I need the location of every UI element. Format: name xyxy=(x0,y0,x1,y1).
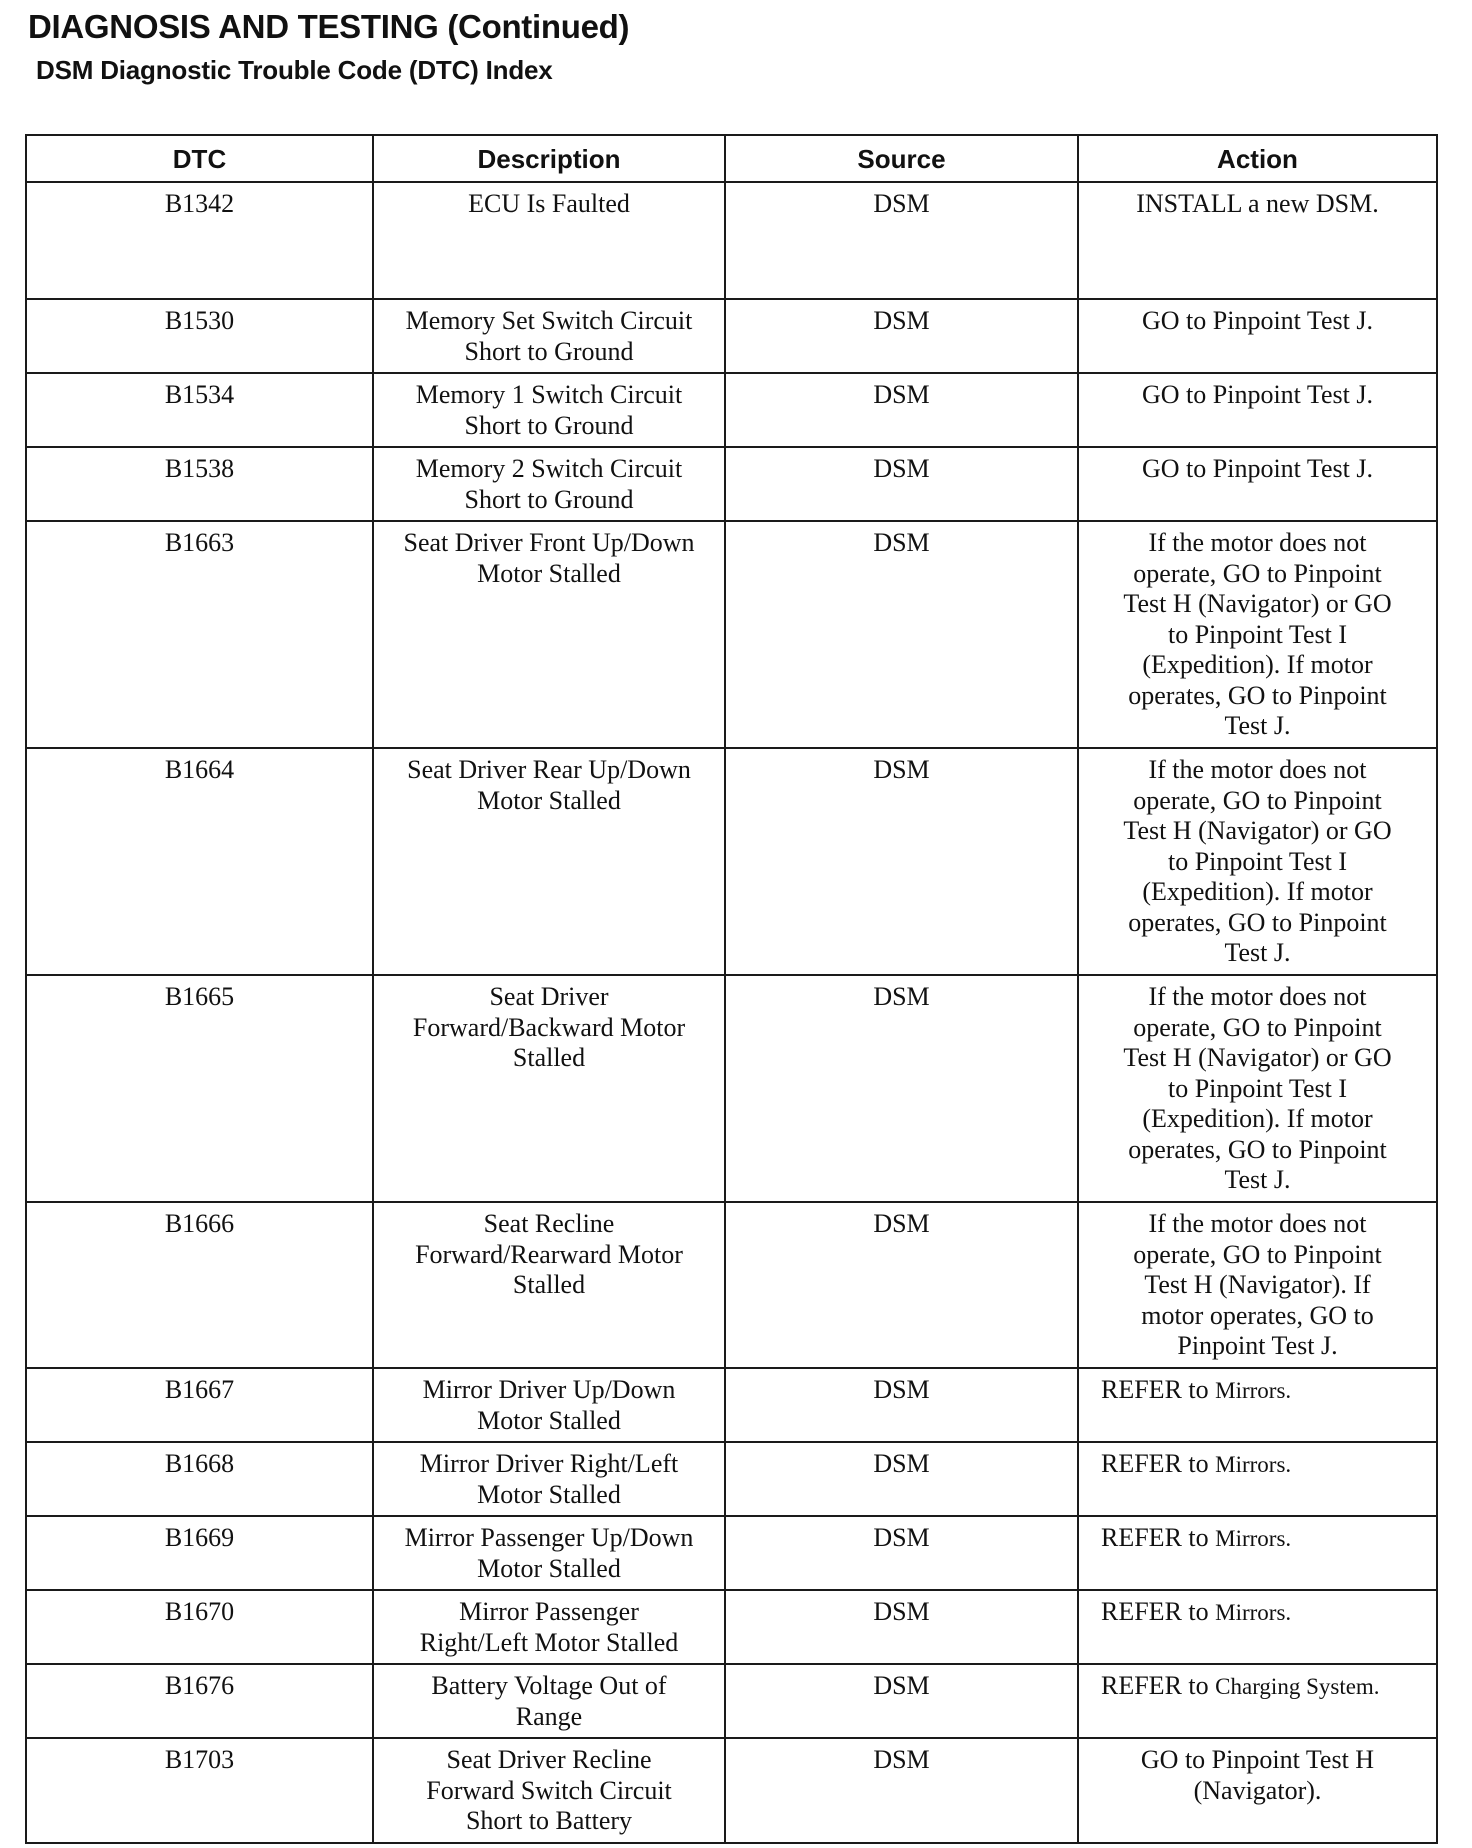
table-row xyxy=(26,521,1437,748)
action-refer-target: Charging System. xyxy=(1215,1674,1380,1699)
dtc-action: If the motor does not operate, GO to Pinpoint Test H (Navigator). If motor operates, GO to Pinpoint Test J. xyxy=(1078,1202,1437,1368)
dtc-source: DSM xyxy=(725,1368,1078,1442)
action-refer-target: Mirrors. xyxy=(1215,1452,1292,1477)
action-refer-target: Mirrors. xyxy=(1215,1526,1292,1551)
dtc-source: DSM xyxy=(725,1664,1078,1738)
column-header-description: Description xyxy=(373,135,725,182)
dtc-code: B1670 xyxy=(26,1590,373,1664)
dtc-code: B1538 xyxy=(26,447,373,521)
dtc-source: DSM xyxy=(725,1442,1078,1516)
table-row xyxy=(26,447,1437,521)
action-refer-prefix: REFER to xyxy=(1101,1523,1216,1552)
dtc-description: Memory 1 Switch Circuit Short to Ground xyxy=(373,373,725,447)
action-refer-prefix: REFER to xyxy=(1101,1671,1216,1700)
column-header-action: Action xyxy=(1078,135,1437,182)
dtc-code: B1668 xyxy=(26,1442,373,1516)
dtc-description: Seat Recline Forward/Rearward Motor Stalled xyxy=(373,1202,725,1368)
dtc-description: ECU Is Faulted xyxy=(373,182,725,299)
action-refer-prefix: REFER to xyxy=(1101,1597,1216,1626)
dtc-action: If the motor does not operate, GO to Pinpoint Test H (Navigator) or GO to Pinpoint Test I (Expedition). If motor operates, GO to Pinpoint Test J. xyxy=(1078,521,1437,748)
table-row xyxy=(26,1442,1437,1516)
dtc-code: B1667 xyxy=(26,1368,373,1442)
dtc-action: GO to Pinpoint Test J. xyxy=(1078,373,1437,447)
page-title: DIAGNOSIS AND TESTING (Continued) xyxy=(28,8,630,45)
dtc-description: Seat Driver Rear Up/Down Motor Stalled xyxy=(373,748,725,975)
dtc-code: B1664 xyxy=(26,748,373,975)
dtc-source: DSM xyxy=(725,521,1078,748)
table-row xyxy=(26,975,1437,1202)
dtc-description: Mirror Passenger Right/Left Motor Stalled xyxy=(373,1590,725,1664)
dtc-source: DSM xyxy=(725,447,1078,521)
column-header-source: Source xyxy=(725,135,1078,182)
table-row xyxy=(26,1202,1437,1368)
dtc-action: GO to Pinpoint Test J. xyxy=(1078,299,1437,373)
dtc-action xyxy=(1078,1590,1437,1664)
dtc-code: B1666 xyxy=(26,1202,373,1368)
action-refer-prefix: REFER to xyxy=(1101,1375,1216,1404)
page-subtitle: DSM Diagnostic Trouble Code (DTC) Index xyxy=(36,55,553,85)
dtc-description: Battery Voltage Out of Range xyxy=(373,1664,725,1738)
dtc-description: Mirror Driver Right/Left Motor Stalled xyxy=(373,1442,725,1516)
dtc-action: GO to Pinpoint Test H (Navigator). xyxy=(1078,1738,1437,1843)
dtc-index-table xyxy=(25,134,1438,1844)
dtc-action xyxy=(1078,1442,1437,1516)
action-refer-target: Mirrors. xyxy=(1215,1378,1292,1403)
action-refer-target: Mirrors. xyxy=(1215,1600,1292,1625)
dtc-code: B1534 xyxy=(26,373,373,447)
dtc-description: Seat Driver Forward/Backward Motor Stalled xyxy=(373,975,725,1202)
dtc-source: DSM xyxy=(725,1202,1078,1368)
table-row xyxy=(26,748,1437,975)
dtc-code: B1530 xyxy=(26,299,373,373)
column-header-dtc: DTC xyxy=(26,135,373,182)
dtc-description: Memory Set Switch Circuit Short to Ground xyxy=(373,299,725,373)
dtc-source: DSM xyxy=(725,748,1078,975)
dtc-source: DSM xyxy=(725,1590,1078,1664)
dtc-code: B1669 xyxy=(26,1516,373,1590)
dtc-action xyxy=(1078,1368,1437,1442)
dtc-source: DSM xyxy=(725,1516,1078,1590)
dtc-source: DSM xyxy=(725,975,1078,1202)
table-row xyxy=(26,1738,1437,1843)
dtc-code: B1665 xyxy=(26,975,373,1202)
table-row xyxy=(26,1590,1437,1664)
dtc-action: GO to Pinpoint Test J. xyxy=(1078,447,1437,521)
table-header-row xyxy=(26,135,1437,182)
dtc-code: B1663 xyxy=(26,521,373,748)
table-row xyxy=(26,299,1437,373)
dtc-action: INSTALL a new DSM. xyxy=(1078,182,1437,299)
dtc-source: DSM xyxy=(725,299,1078,373)
dtc-source: DSM xyxy=(725,373,1078,447)
table-row xyxy=(26,182,1437,299)
action-refer-prefix: REFER to xyxy=(1101,1449,1216,1478)
dtc-source: DSM xyxy=(725,182,1078,299)
dtc-source: DSM xyxy=(725,1738,1078,1843)
dtc-description: Seat Driver Front Up/Down Motor Stalled xyxy=(373,521,725,748)
table-row xyxy=(26,1368,1437,1442)
dtc-action xyxy=(1078,1664,1437,1738)
dtc-action xyxy=(1078,1516,1437,1590)
dtc-action: If the motor does not operate, GO to Pinpoint Test H (Navigator) or GO to Pinpoint Test I (Expedition). If motor operates, GO to Pinpoint Test J. xyxy=(1078,975,1437,1202)
table-row xyxy=(26,373,1437,447)
dtc-description: Mirror Driver Up/Down Motor Stalled xyxy=(373,1368,725,1442)
dtc-description: Seat Driver Recline Forward Switch Circuit Short to Battery xyxy=(373,1738,725,1843)
table-row xyxy=(26,1516,1437,1590)
dtc-description: Memory 2 Switch Circuit Short to Ground xyxy=(373,447,725,521)
dtc-code: B1342 xyxy=(26,182,373,299)
dtc-action: If the motor does not operate, GO to Pinpoint Test H (Navigator) or GO to Pinpoint Test I (Expedition). If motor operates, GO to Pinpoint Test J. xyxy=(1078,748,1437,975)
table-row xyxy=(26,1664,1437,1738)
dtc-description: Mirror Passenger Up/Down Motor Stalled xyxy=(373,1516,725,1590)
dtc-code: B1703 xyxy=(26,1738,373,1843)
dtc-code: B1676 xyxy=(26,1664,373,1738)
